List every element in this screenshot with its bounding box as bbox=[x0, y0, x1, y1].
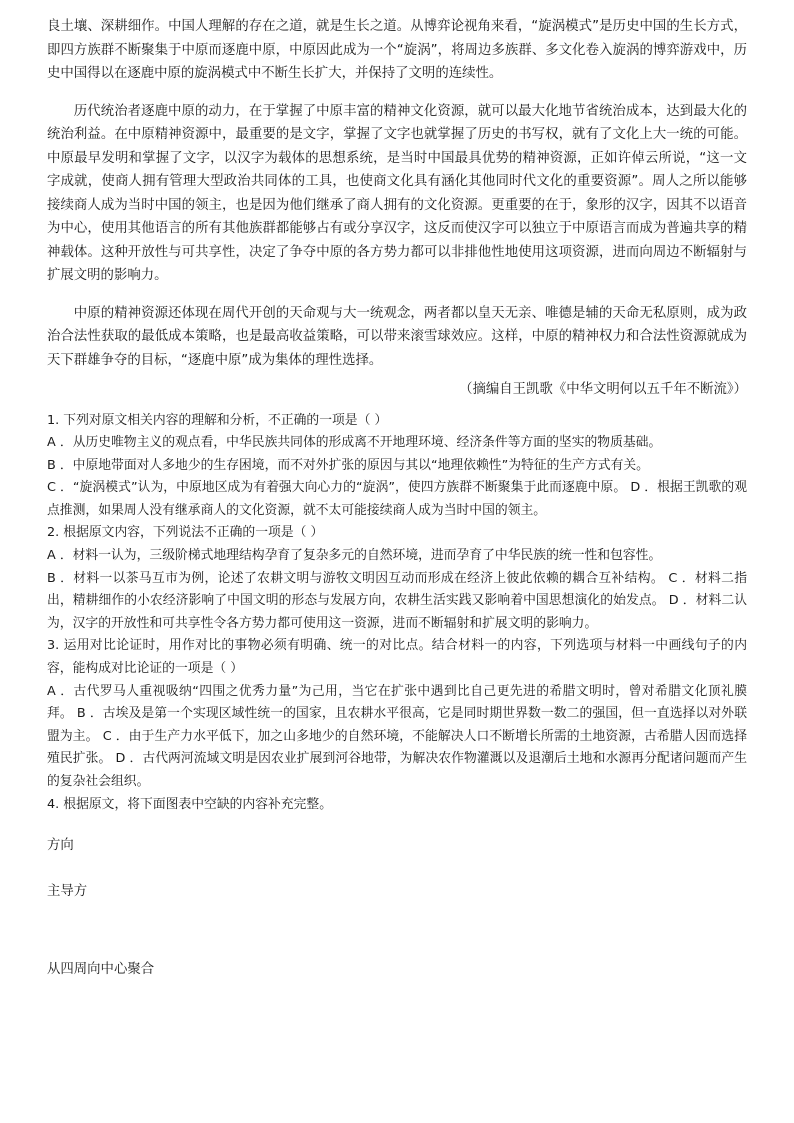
passage-paragraph-2: 历代统治者逐鹿中原的动力，在于掌握了中原丰富的精神文化资源，就可以最大化地节省统治成本，达到最大化的统治利益。在中原精神资源中，最重要的是文字，掌握了文字也就掌握了历史的书写权，就有了文化上大一统的可能。中原最早发明和掌握了文字，以汉字为载体的思想系统，是当时中国最具优势的精神资源，正如许倬云所说，“这一文字成就，使商人拥有管理大型政治共同体的工具，也使商文化具有涵化其他同时代文化的重要资源”。周人之所以能够接续商人成为当时中国的领主，也是因为他们继承了商人拥有的文化资源。更重要的在于，象形的汉字，因其不以语音为中心，使用其他语言的所有其他族群都能够占有或分享汉字，这反而使汉字可以独立于中原语言而成为普遍共享的精神载体。这种开放性与可共享性，决定了争夺中原的各方势力都可以非排他性地使用这项资源，进而向周边不断辐射与扩展文明的影响力。 bbox=[47, 103, 747, 283]
question-3-options: A ．古代罗马人重视吸纳“四围之优秀力量”为己用，当它在扩张中遇到比自己更先进的希腊文明时，曾对希腊文化顶礼膜拜。 B ．古埃及是第一个实现区域性统一的国家，且农耕水平很高，它是同时期世界数一数二的强国，但一直选择以对外联盟为主。 C ．由于生产力水平低下，加之山多地少的自然环境，不能解决人口不断增长所需的土地资源，古希腊人因而选择殖民扩张。 D ．古代两河流域文明是因农业扩展到河谷地带，为解决农作物灌溉以及退潮后土地和水源再分配诸问题而产生的复杂社会组织。 bbox=[47, 683, 747, 789]
question-3-stem: 3. 运用对比论证时，用作对比的事物必须有明确、统一的对比点。结合材料一的内容，下列选项与材料一中画线句子的内容，能构成对比论证的一项是（ ） bbox=[47, 638, 747, 677]
table-gather-label: 从四周向中心聚合 bbox=[47, 962, 155, 978]
passage-paragraph-3: 中原的精神资源还体现在周代开创的天命观与大一统观念，两者都以皇天无亲、唯德是辅的天命无私原则，成为政治合法性获取的最低成本策略，也是最高收益策略，可以带来滚雪球效应。这样，中原的精神权力和合法性资源就成为天下群雄争夺的目标，“逐鹿中原”成为集体的理性选择。 bbox=[47, 305, 747, 368]
question-1-option-a: A ．从历史唯物主义的观点看，中华民族共同体的形成离不开地理环境、经济条件等方面的坚实的物质基础。 bbox=[47, 435, 662, 451]
passage-source: （摘编自王凯歌《中华文明何以五千年不断流》） bbox=[459, 382, 747, 397]
question-1-option-cd: C ．“旋涡模式”认为，中原地区成为有着强大向心力的“旋涡”，使四方族群不断聚集于此而逐鹿中原。 D ．根据王凯歌的观点推测，如果周人没有继承商人的文化资源，就不太可能接续商人成为当时中国的领主。 bbox=[47, 480, 747, 518]
question-1-option-b: B ．中原地带面对人多地少的生存困境，而不对外扩张的原因与其以“地理依赖性”为特征的生产方式有关。 bbox=[47, 457, 649, 473]
question-2-stem: 2. 根据原文内容，下列说法不正确的一项是（ ） bbox=[47, 525, 324, 541]
question-2-option-bcd: B ．材料一以茶马互市为例，论述了农耕文明与游牧文明因互动而形成在经济上彼此依赖的耦合互补结构。 C ．材料二指出，精耕细作的小农经济影响了中国文明的形态与发展方向，农耕生活实践又影响着中国思想演化的始发点。 D ．材料二认为，汉字的开放性和可共享性令各方势力都可使用这一资源，进而不断辐射和扩展文明的影响力。 bbox=[47, 570, 747, 631]
document-page bbox=[47, 15, 747, 980]
passage-paragraph-1: 良土壤、深耕细作。中国人理解的存在之道，就是生长之道。从博弈论视角来看，“旋涡模式”是历史中国的生长方式，即四方族群不断聚集于中原而逐鹿中原，中原因此成为一个“旋涡”，将周边多族群、多文化卷入旋涡的博弈游戏中，历史中国得以在逐鹿中原的旋涡模式中不断生长扩大，并保持了文明的连续性。 bbox=[47, 19, 747, 81]
question-1-stem: 1. 下列对原文相关内容的理解和分析，不正确的一项是（ ） bbox=[47, 412, 388, 428]
question-2-option-a: A ．材料一认为，三级阶梯式地理结构孕育了复杂多元的自然环境，进而孕育了中华民族的统一性和包容性。 bbox=[47, 548, 662, 564]
table-direction-label: 方向 bbox=[47, 838, 74, 854]
table-leader-label: 主导方 bbox=[47, 884, 88, 900]
question-4-stem: 4. 根据原文，将下面图表中空缺的内容补充完整。 bbox=[47, 796, 333, 812]
